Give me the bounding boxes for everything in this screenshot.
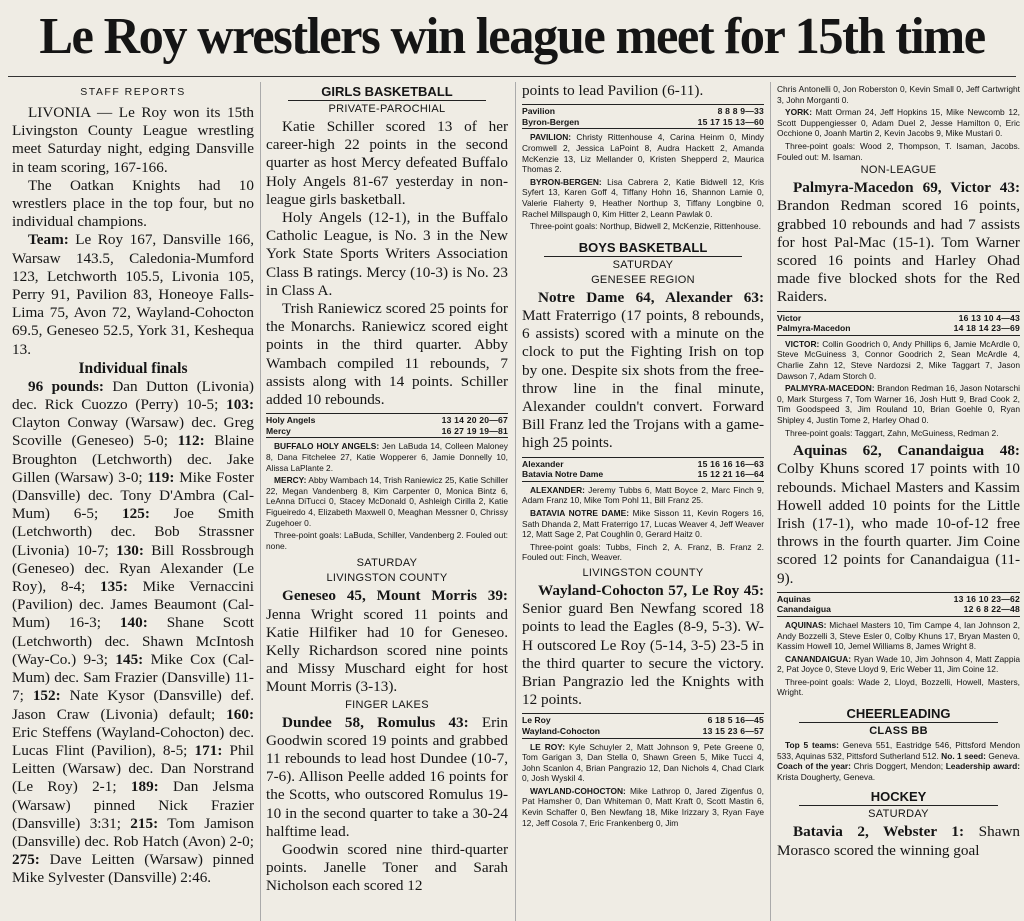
agate-line: Three-point goals: LaBuda, Schiller, Vandenberg 2. Fouled out: none. (266, 530, 508, 551)
box-score (777, 592, 1020, 617)
column-3 (522, 82, 764, 921)
subheading: NON-LEAGUE (860, 164, 937, 177)
box-score-row: Aquinas 13 16 10 23—62 (777, 593, 1020, 604)
article-paragraph: points to lead Pavilion (6-11). (522, 82, 704, 99)
agate-line: Three-point goals: Wade 2, Lloyd, Bozzelli, Howell, Masters, Wright. (777, 676, 1020, 698)
agate-line: PAVILION: Christy Rittenhouse 4, Carina Heinm 0, Mindy Cromwell 2, Jessica LaPoint 8, Audra Hackett 2, Amanda McKenzie 13, Liz Mellander 0, Kristen Shepperd 2, Maurica Thomas 2. (522, 132, 764, 175)
headline-rule (8, 76, 1016, 77)
article-paragraph: The Oatkan Knights had 10 wrestlers place in the top four, but no individual champions. (12, 176, 254, 231)
agate-line: BATAVIA NOTRE DAME: Mike Sisson 11, Kevin Rogers 16, Sath Dhanda 2, Matt Fraterrigo 17, Lucas Weaver 4, Jeff Weaver 12, Matt Sage 2, Pat Coughlin 0, Gerard Haitz 0. (522, 507, 764, 540)
column-divider (770, 82, 771, 921)
agate-line: Chris Antonelli 0, Jon Roberston 0, Kevin Small 0, Jeff Cartwright 3, John Morganti 0. (777, 84, 1020, 105)
box-score-row: Alexander 15 16 16 16—63 (522, 458, 764, 469)
game-story: Aquinas 62, Canandaigua 48: Colby Khuns scored 17 points with 10 rebounds. Michael Masters and Kassim Howell added 10 points for the Little Irish (17-1), who made 10-of-12 free throws in the fourth quarter. Jim Coine scored 12 points for Canandaigua (11-9). (777, 442, 1020, 587)
team-scores (12, 231, 254, 358)
box-score (522, 713, 764, 738)
article-paragraph: Trish Raniewicz scored 25 points for the Monarchs. Raniewicz scored eight points in the third quarter. Abby Wambach compiled 11 rebounds, 7 assists along with 14 points. Schiller added 10 rebounds. (266, 300, 508, 409)
individual-finals: 96 pounds: Dan Dutton (Livonia) dec. Rick Cuozzo (Perry) 10-5; 103: Clayton Conway (Warsaw) dec. Greg Scoville (Geneseo) 5-0; 112: Blaine Broughton (Letchworth) dec. Jake Gillen (Warsaw) 3-0; 119: Mike Foster (Dansville) dec. Tony D'Ambra (Cal-Mum) 6-5; 125: Joe Smith (Letchworth) dec. Bob Strassner (Livonia) 10-7; 130: Bill Rossbrough (Geneseo) dec. Ryan Alexander (Le Roy), 8-4; 135: Mike Vernaccini (Pavilion) dec. James Beaumont (Cal-Mum) 16-3; 140: Shane Scott (Letchworth) dec. Shawn McIntosh (Way-Co.) 9-3; 145: Mike Cox (Cal-Mum) dec. Sam Frazier (Dansville) 11-7; 152: Nate Kysor (Dansville) def. Jason Craw (Livonia) default; 160: Eric Steffens (Wayland-Cohocton) dec. Lucas Flint (Pavilion), 8-5; 171: Phil Leitten (Warsaw) dec. Dan Norstrand (Le Roy) 2-1; 189: Dan Jelsma (Warsaw) pinned Nick Frazier (Dansville) 3:31; 215: Tom Jamison (Dansville) dec. Rob Hatch (Avon) 2-0; 275: Dave Leitten (Warsaw) pinned Mike Sylvester (Dansville) 2:46. (12, 377, 254, 887)
subheading: FINGER LAKES (345, 698, 429, 711)
section-heading-girls-basketball: GIRLS BASKETBALL (288, 82, 486, 101)
article-paragraph: Holy Angels (12-1), in the Buffalo Catholic League, is No. 3 in the New York State Sports Writers Association Class B ratings. Mercy (10-3) is No. 23 in Class A. (266, 209, 508, 299)
box-score-row: Byron-Bergen 15 17 15 13—60 (522, 116, 764, 127)
agate-line: Three-point goals: Wood 2, Thompson, T. Isaman, Jacobs. Fouled out: M. Isaman. (777, 140, 1020, 162)
box-score (266, 413, 508, 438)
agate-line: PALMYRA-MACEDON: Brandon Redman 16, Jason Notarschi 0, Mark Sturgess 7, Tom Warner 16, Josh Hutt 9, Brad Cook 2, Tim Goodspeed 3, Jim Rouland 10, Brian Goehle 0, Ryan Shipley 4, Justin Tome 2, Harley Ohad 0. (777, 383, 1020, 425)
box-score (522, 104, 764, 129)
agate-line: Three-point goals: Northup, Bidwell 2, McKenzie, Rittenhouse. (530, 221, 761, 232)
game-story: Notre Dame 64, Alexander 63: Matt Fraterrigo (17 points, 8 rebounds, 6 assists) scored with a minute on the clock to put the Fighting Irish on top by one. Despite six shots from the free-throw line in the final minute, Alexander couldn't convert. Forward Bill Franz led the Trojans with a game-high 25 points. (522, 288, 764, 452)
game-result-heading: Palmyra-Macedon 69, Victor 43: (793, 179, 1020, 197)
agate-line: MERCY: Abby Wambach 14, Trish Raniewicz 25, Katie Schiller 22, Megan Vandenberg 8, Kim Carpenter 0, Monica Bintz 6, LeAnna DiTucci 0, Stacey McDonald 0, Ashleigh Cirilla 2, Katie Figueiredo 4, Elizabeth Maxwell 0, Meaghan Messner 0, Chrissy Zugehoer 0. (266, 475, 508, 528)
individual-finals-heading: Individual finals (78, 359, 188, 377)
section-heading-cheerleading: CHEERLEADING (799, 704, 998, 723)
section-heading-hockey: HOCKEY (799, 787, 998, 806)
column-divider (260, 82, 261, 921)
agate-line: LE ROY: Kyle Schuyler 2, Matt Johnson 9, Pete Greene 0, Tom Garigan 3, Dan Stella 0, Shawn Green 5, Mike Tucci 4, John Scanlon 4, Brian Pangrazio 12, Dan Nichols 4, Chad Clark 0, Josh Wyskil 4. (522, 741, 764, 784)
subheading: PRIVATE-PAROCHIAL (328, 103, 446, 115)
byline: STAFF REPORTS (80, 86, 186, 98)
subheading: SATURDAY (356, 557, 418, 570)
game-story: Wayland-Cohocton 57, Le Roy 45: Senior guard Ben Newfang scored 18 points to lead the Eagles (8-9, 5-3). W-H outscored Le Roy (5-14, 3-5) 23-5 in the third quarter to secure the victory. Brian Pangrazio led the Knights with 12 points. (522, 581, 764, 709)
agate-line: Top 5 teams: Geneva 551, Eastridge 546, Pittsford Mendon 533, Aquinas 532, Pittsford Sutherland 512. No. 1 seed: Geneva. Coach of the year: Chris Doggert, Mendon; Leadership award: Krista Dougherty, Geneva. (777, 740, 1020, 782)
box-score-row: Victor 16 13 10 4—43 (777, 312, 1020, 323)
agate-line: WAYLAND-COHOCTON: Mike Lathrop 0, Jared Zigenfus 0, Pat Hamsher 0, Dan Whiteman 0, Matt Kraft 0, Scott Mastin 6, Kevin Schaffer 0, Ben Newfang 18, Mike Irizzary 3, Ryan Faye 12, Jeff Cosola 7, Eric Frankenberg 0, Jim (522, 785, 764, 828)
box-score-row: Mercy 16 27 19 19—81 (266, 425, 508, 436)
agate-line: VICTOR: Collin Goodrich 0, Andy Phillips 6, Jamie McArdle 0, Steve McGuiness 3, Connor Goodrich 2, Sean McArdle 4, Charlie Zahn 12, Steve Nardozsi 2, Mike Taggart 7, Jason Dawson 7, Adam Storch 0. (777, 338, 1020, 381)
box-score-row: Pavilion 8 8 8 9—33 (522, 106, 764, 117)
column-4 (777, 82, 1020, 921)
agate-line: CANANDAIGUA: Ryan Wade 10, Jim Johnson 4, Matt Zappia 2, Pat Joyce 0, Steve Lloyd 9, Eric Weber 11, Jim Coine 12. (777, 653, 1020, 675)
team-scores-text: Le Roy 167, Dansville 166, Warsaw 143.5, Caledonia-Mumford 123, Letchworth 105.5, Livonia 105, Perry 91, Pavilion 83, Honeoye Falls-Lima 75, Avon 72, Wayland-Cohocton 69.5, Geneseo 52.5, York 31, Keshequa 13. (12, 231, 254, 358)
game-result-heading: Dundee 58, Romulus 43: (282, 713, 469, 731)
subheading: CLASS BB (869, 725, 928, 738)
game-story: Dundee 58, Romulus 43: Erin Goodwin scored 19 points and grabbed 11 rebounds to lead host Dundee (10-7, 7-6). Allison Peelle added 16 points for the Scotts, who outscored Romulus 19-10 in the second quarter to take a 30-24 halftime lead. (266, 713, 508, 840)
game-result-heading: Geneseo 45, Mount Morris 39: (282, 587, 508, 605)
game-story: Geneseo 45, Mount Morris 39: Jenna Wright scored 11 points and Katie Hilfiker had 10 for Geneseo. Kelly Richardson scored nine points and Missy Muschard eight for host Mount Morris (3-13). (266, 587, 508, 696)
article-paragraph: Katie Schiller scored 13 of her career-high 22 points in the second quarter as host Mercy defeated Buffalo Holy Angels 81-67 yesterday in non-league girls basketball. (266, 118, 508, 208)
box-score (522, 457, 764, 482)
agate-line: BYRON-BERGEN: Lisa Cabrera 2, Katie Bidwell 12, Kris Syfert 13, Karen Goff 4, Tiffany Hohn 16, Shannon Lamie 0, Valerie Flaherty 9, Heather Northup 3, Tiffany Longbine 0, Rachel Millspaugh 0, Kim Hitter 2, Leann Pawlak 0. (522, 176, 764, 219)
box-score-row: Palmyra-Macedon 14 18 14 23—69 (777, 323, 1020, 334)
box-score-row: Le Roy 6 18 5 16—45 (522, 715, 764, 726)
agate-line: Three-point goals: Taggart, Zahn, McGuiness, Redman 2. (785, 427, 999, 438)
subheading: GENESEE REGION (591, 273, 695, 286)
article-paragraph: Goodwin scored nine third-quarter points. Janelle Toner and Sarah Nicholson each scored 12 (266, 841, 508, 895)
team-label: Team: (28, 231, 69, 249)
agate-line: AQUINAS: Michael Masters 10, Tim Campe 4, Ian Johnson 2, Andy Bozzelli 3, Steve Esler 0, Colby Khuns 17, Bryan Masten 0, Kassim Howell 10, Jemel Williams 8, James Wright 8. (777, 619, 1020, 652)
game-result-heading: Aquinas 62, Canandaigua 48: (793, 442, 1020, 460)
agate-line: Three-point goals: Tubbs, Finch 2, A. Franz, B. Franz 2. Fouled out: Finch, Weaver. (522, 541, 764, 563)
agate-line: BUFFALO HOLY ANGELS: Jen LaBuda 14, Colleen Maloney 8, Dana Fitchelee 27, Katie Wopperer 6, Jamie Donnelly 10, Alissa LaPlante 2. (266, 441, 508, 473)
game-result-heading: Batavia 2, Webster 1: (793, 823, 965, 841)
game-story: Batavia 2, Webster 1: Shawn Morasco scored the winning goal (777, 823, 1020, 859)
column-divider (515, 82, 516, 921)
subheading: LIVINGSTON COUNTY (582, 566, 704, 579)
box-score-row: Wayland-Cohocton 13 15 23 6—57 (522, 725, 764, 736)
article-paragraph: LIVONIA — Le Roy won its 15th Livingston County League wrestling meet Saturday night, edging Dansville in team scoring, 167-166. (12, 104, 254, 176)
agate-line: YORK: Matt Orman 24, Jeff Hopkins 15, Mike Newcomb 12, Scott Duppengiesser 0, Adam Duel 2, Jesse Hamilton 0, Eric Occhione 0, Joanh Martin 2, Kevin Jacobs 9, Mike Mustari 0. (777, 107, 1020, 139)
subheading: SATURDAY (612, 258, 674, 271)
subheading: LIVINGSTON COUNTY (326, 572, 448, 585)
box-score (777, 311, 1020, 336)
column-2 (266, 82, 508, 921)
box-score-row: Canandaigua 12 6 8 22—48 (777, 604, 1020, 615)
section-heading-boys-basketball: BOYS BASKETBALL (544, 238, 742, 257)
game-story: Palmyra-Macedon 69, Victor 43: Brandon Redman scored 16 points, grabbed 10 rebounds and had 7 assists for host Pal-Mac (15-1). Tom Warner scored 16 points and Harley Ohad made five blocked shots for the Red Raiders. (777, 179, 1020, 306)
box-score-row: Batavia Notre Dame 15 12 21 16—64 (522, 469, 764, 480)
box-score-row: Holy Angels 13 14 20 20—67 (266, 415, 508, 426)
headline: Le Roy wrestlers win league meet for 15th time (39, 8, 985, 65)
game-result-heading: Wayland-Cohocton 57, Le Roy 45: (538, 581, 764, 599)
agate-line: ALEXANDER: Jeremy Tubbs 6, Matt Boyce 2, Marc Finch 9, Adam Franz 10, Mike Tom Pohl 11, Bill Franz 25. (522, 484, 764, 506)
subheading: SATURDAY (868, 808, 929, 821)
game-result-heading: Notre Dame 64, Alexander 63: (538, 288, 764, 306)
column-1 (12, 82, 254, 921)
